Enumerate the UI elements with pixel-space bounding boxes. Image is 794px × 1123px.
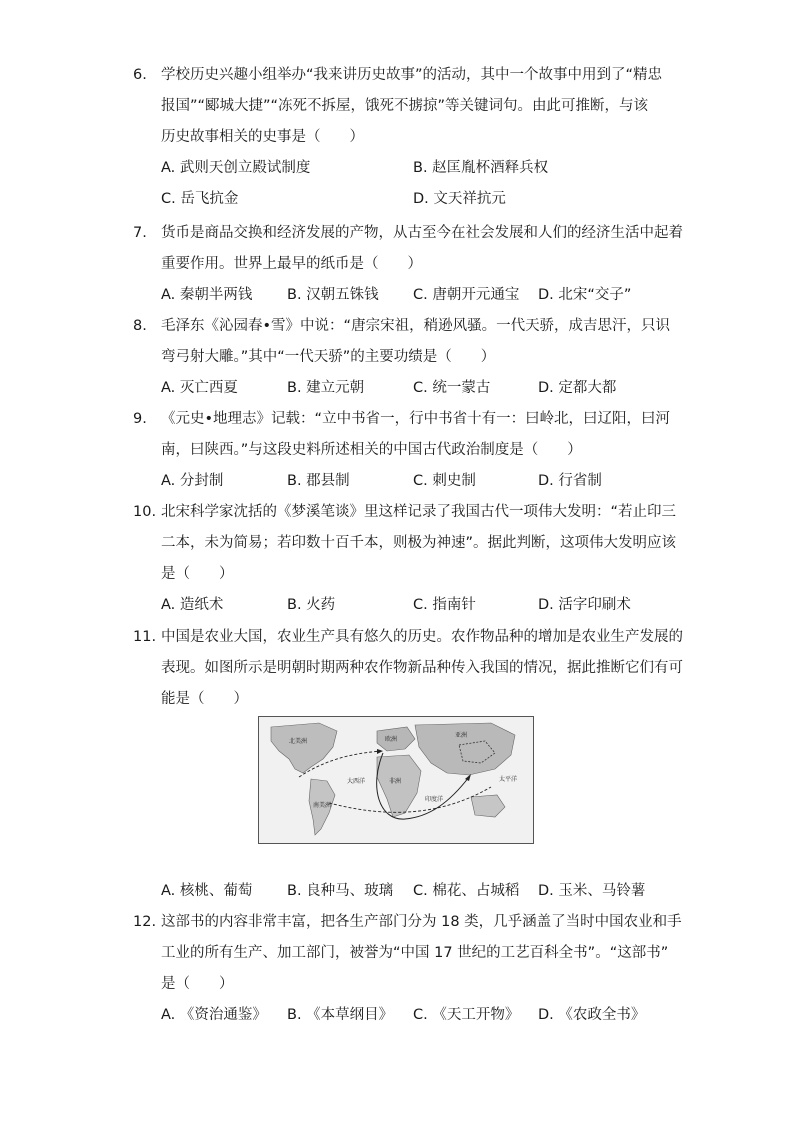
question-11 <box>133 622 683 715</box>
question-text-line: 这部书的内容非常丰富，把各生产部门分为 18 类，几乎涵盖了当时中国农业和手 <box>161 914 682 930</box>
option-a[interactable]: A. 武则天创立殿试制度 <box>161 160 311 176</box>
option-b[interactable]: B. 建立元朝 <box>287 380 365 396</box>
question-text-line: 北宋科学家沈括的《梦溪笔谈》里这样记录了我国古代一项伟大发明：“若止印三 <box>161 504 677 520</box>
question-10 <box>133 497 677 621</box>
question-number: 11. <box>133 629 157 645</box>
option-a[interactable]: A. 《资治通鉴》 <box>161 1007 267 1023</box>
label-asia: 亚洲 <box>455 732 468 739</box>
world-map-svg <box>259 717 533 843</box>
option-a[interactable]: A. 秦朝半两钱 <box>161 287 253 303</box>
question-12 <box>133 907 682 1031</box>
option-c[interactable]: C. 统一蒙古 <box>413 380 491 396</box>
world-map-figure <box>258 716 534 844</box>
question-text-line: 是（ ） <box>161 976 234 992</box>
option-a[interactable]: A. 灭亡西夏 <box>161 380 238 396</box>
option-d[interactable]: D. 《农政全书》 <box>538 1007 646 1023</box>
question-number: 6. <box>133 67 147 83</box>
question-number: 7. <box>133 225 147 241</box>
option-b[interactable]: B. 赵匡胤杯酒释兵权 <box>413 160 549 176</box>
option-a[interactable]: A. 造纸术 <box>161 597 224 613</box>
option-c[interactable]: C. 刺史制 <box>413 473 476 489</box>
label-indian-ocean: 印度洋 <box>425 796 444 803</box>
option-b[interactable]: B. 火药 <box>287 597 336 613</box>
question-text-line: 重要作用。世界上最早的纸币是（ ） <box>161 256 422 272</box>
question-6 <box>133 60 673 215</box>
option-d[interactable]: D. 文天祥抗元 <box>413 191 506 207</box>
option-c[interactable]: C. 唐朝开元通宝 <box>413 287 520 303</box>
question-text-line: 学校历史兴趣小组举办“我来讲历史故事”的活动，其中一个故事中用到了“精忠 <box>161 67 663 83</box>
label-pacific: 太平洋 <box>499 776 518 783</box>
question-text-line: 表现。如图所示是明朝时期两种农作物新品种传入我国的情况，据此推断它们有可 <box>161 660 683 676</box>
label-north-america: 北美洲 <box>289 738 308 745</box>
option-d[interactable]: D. 行省制 <box>538 473 602 489</box>
question-11-options <box>133 876 673 907</box>
label-europe: 欧洲 <box>385 736 398 743</box>
question-text-line: 报国”“郾城大捷”“冻死不拆屋，饿死不掳掠”等关键词句。由此可推断，与该 <box>161 98 649 114</box>
question-text-line: 二本，未为简易；若印数十百千本，则极为神速”。据此判断，这项伟大发明应该 <box>161 535 677 551</box>
option-b[interactable]: B. 良种马、玻璃 <box>287 883 394 899</box>
question-text-line: 工业的所有生产、加工部门，被誉为“中国 17 世纪的工艺百科全书”。“这部书” <box>161 945 669 961</box>
question-text-line: 弯弓射大雕。”其中“一代天骄”的主要功绩是（ ） <box>161 349 496 365</box>
option-c[interactable]: C. 棉花、占城稻 <box>413 883 520 899</box>
question-7 <box>133 218 683 311</box>
question-text-line: 《元史•地理志》记载：“立中书省一，行中书省十有一：曰岭北，曰辽阳，曰河 <box>161 411 671 427</box>
question-text-line: 南，曰陕西。”与这段史料所述相关的中国古代政治制度是（ ） <box>161 442 582 458</box>
option-b[interactable]: B. 《本草纲目》 <box>287 1007 394 1023</box>
question-number: 10. <box>133 504 157 520</box>
question-number: 12. <box>133 914 157 930</box>
question-text-line: 货币是商品交换和经济发展的产物，从古至今在社会发展和人们的经济生活中起着 <box>161 225 683 241</box>
option-c[interactable]: C. 《天工开物》 <box>413 1007 520 1023</box>
question-text-line: 毛泽东《沁园春•雪》中说：“唐宗宋祖，稍逊风骚。一代天骄，成吉思汗，只识 <box>161 318 671 334</box>
option-d[interactable]: D. 北宋“交子” <box>538 287 632 303</box>
question-9 <box>133 404 673 497</box>
question-8 <box>133 311 673 404</box>
option-a[interactable]: A. 分封制 <box>161 473 224 489</box>
question-number: 9. <box>133 411 147 427</box>
question-number: 8. <box>133 318 147 334</box>
label-south-america: 南美洲 <box>313 802 332 809</box>
option-d[interactable]: D. 定都大都 <box>538 380 617 396</box>
label-atlantic: 大西洋 <box>347 778 366 785</box>
question-text-line: 能是（ ） <box>161 691 248 707</box>
option-b[interactable]: B. 汉朝五铢钱 <box>287 287 379 303</box>
option-d[interactable]: D. 玉米、马铃薯 <box>538 883 646 899</box>
question-text-line: 历史故事相关的史事是（ ） <box>161 129 364 145</box>
option-c[interactable]: C. 岳飞抗金 <box>161 191 239 207</box>
option-d[interactable]: D. 活字印刷术 <box>538 597 631 613</box>
option-a[interactable]: A. 核桃、葡萄 <box>161 883 253 899</box>
label-africa: 非洲 <box>389 778 402 785</box>
option-b[interactable]: B. 郡县制 <box>287 473 350 489</box>
question-text-line: 是（ ） <box>161 566 234 582</box>
question-text-line: 中国是农业大国，农业生产具有悠久的历史。农作物品种的增加是农业生产发展的 <box>161 629 683 645</box>
option-c[interactable]: C. 指南针 <box>413 597 476 613</box>
